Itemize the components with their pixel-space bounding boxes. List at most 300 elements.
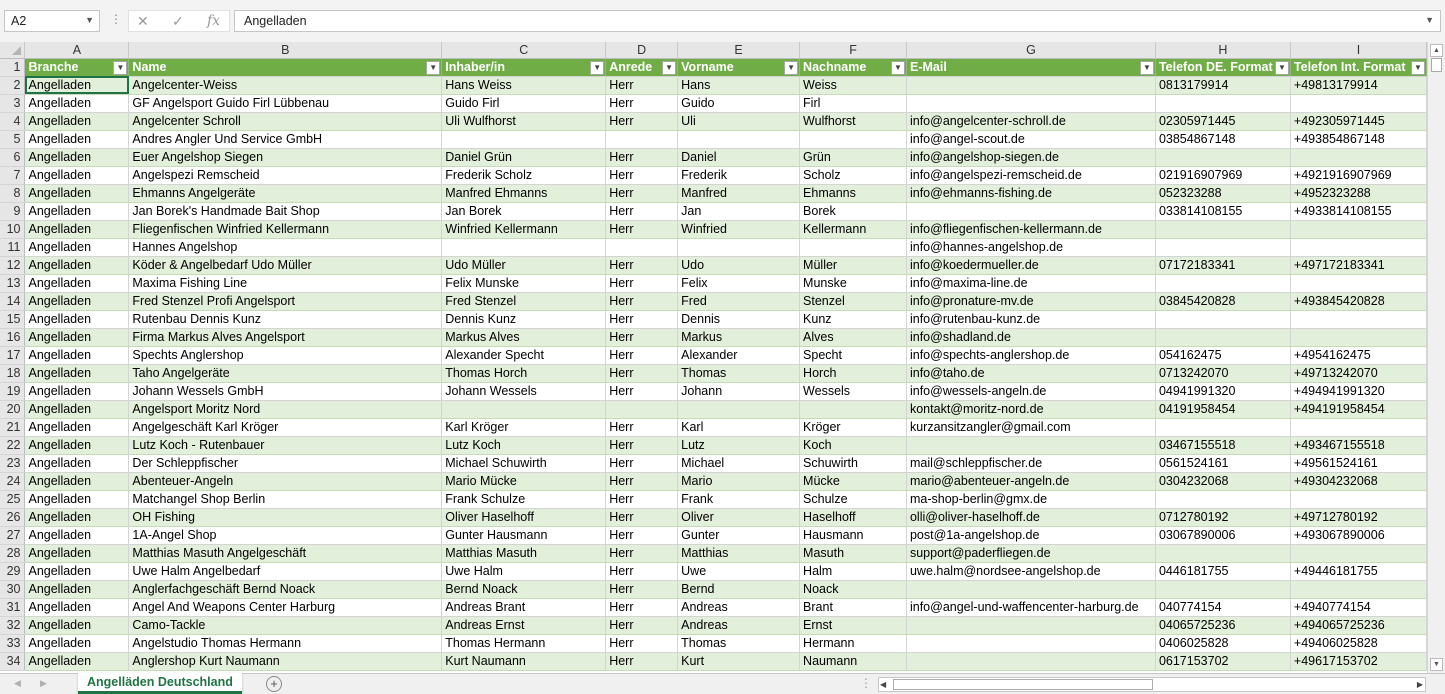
table-header-cell[interactable]: Telefon Int. Format ▼ <box>1290 58 1426 76</box>
cell-vorname[interactable]: Gunter <box>678 526 800 544</box>
cell-telefon-int[interactable]: +49617153702 <box>1290 652 1426 670</box>
row-header[interactable]: 30 <box>0 580 25 598</box>
cell-nachname[interactable]: Koch <box>800 436 907 454</box>
cell-anrede[interactable]: Herr <box>606 418 678 436</box>
cell-name[interactable]: Angelcenter Schroll <box>129 112 442 130</box>
cell-telefon-int[interactable]: +497172183341 <box>1290 256 1426 274</box>
cell-inhaber[interactable]: Bernd Noack <box>442 580 606 598</box>
cell-telefon-int[interactable]: +493854867148 <box>1290 130 1426 148</box>
cell-nachname[interactable]: Hermann <box>800 634 907 652</box>
cell-email[interactable] <box>906 76 1155 94</box>
cell-nachname[interactable]: Kellermann <box>800 220 907 238</box>
scroll-thumb[interactable] <box>893 679 1153 690</box>
cell-branche[interactable]: Angelladen <box>25 130 129 148</box>
cell-telefon-de[interactable]: 054162475 <box>1155 346 1290 364</box>
cell-telefon-int[interactable]: +494941991320 <box>1290 382 1426 400</box>
cell-vorname[interactable]: Johann <box>678 382 800 400</box>
cell-name[interactable]: Angelcenter-Weiss <box>129 76 442 94</box>
cell-branche[interactable]: Angelladen <box>25 292 129 310</box>
filter-dropdown-icon[interactable]: ▼ <box>113 61 127 75</box>
cell-name[interactable]: Angelgeschäft Karl Kröger <box>129 418 442 436</box>
cell-vorname[interactable]: Frederik <box>678 166 800 184</box>
cell-nachname[interactable]: Naumann <box>800 652 907 670</box>
cell-anrede[interactable]: Herr <box>606 184 678 202</box>
cell-vorname[interactable]: Thomas <box>678 634 800 652</box>
cell-inhaber[interactable]: Uwe Halm <box>442 562 606 580</box>
cell-name[interactable]: 1A-Angel Shop <box>129 526 442 544</box>
prev-sheet-icon[interactable]: ◀ <box>14 678 21 688</box>
cell-branche[interactable]: Angelladen <box>25 490 129 508</box>
cell-telefon-int[interactable]: +4933814108155 <box>1290 202 1426 220</box>
cell-email[interactable] <box>906 634 1155 652</box>
cell-name[interactable]: Lutz Koch - Rutenbauer <box>129 436 442 454</box>
cell-nachname[interactable]: Schuwirth <box>800 454 907 472</box>
horizontal-scrollbar[interactable] <box>878 677 1426 692</box>
table-header-cell[interactable]: E-Mail ▼ <box>906 58 1155 76</box>
cell-inhaber[interactable]: Johann Wessels <box>442 382 606 400</box>
cell-telefon-int[interactable]: +4954162475 <box>1290 346 1426 364</box>
cell-vorname[interactable]: Kurt <box>678 652 800 670</box>
cell-vorname[interactable]: Andreas <box>678 616 800 634</box>
cell-email[interactable]: kurzansitzangler@gmail.com <box>906 418 1155 436</box>
cell-name[interactable]: Matthias Masuth Angelgeschäft <box>129 544 442 562</box>
row-header[interactable]: 22 <box>0 436 25 454</box>
cell-vorname[interactable]: Bernd <box>678 580 800 598</box>
scroll-left-icon[interactable]: ◀ <box>880 680 887 689</box>
cell-vorname[interactable]: Oliver <box>678 508 800 526</box>
cell-telefon-int[interactable]: +49446181755 <box>1290 562 1426 580</box>
cell-nachname[interactable]: Scholz <box>800 166 907 184</box>
cell-inhaber[interactable]: Andreas Ernst <box>442 616 606 634</box>
cell-anrede[interactable]: Herr <box>606 454 678 472</box>
cell-name[interactable]: Angel And Weapons Center Harburg <box>129 598 442 616</box>
row-header[interactable]: 5 <box>0 130 25 148</box>
cell-anrede[interactable]: Herr <box>606 274 678 292</box>
cell-email[interactable]: info@angel-scout.de <box>906 130 1155 148</box>
cell-telefon-int[interactable]: +493845420828 <box>1290 292 1426 310</box>
cell-vorname[interactable]: Uwe <box>678 562 800 580</box>
cell-anrede[interactable]: Herr <box>606 382 678 400</box>
cell-name[interactable]: Uwe Halm Angelbedarf <box>129 562 442 580</box>
cell-telefon-int[interactable]: +49406025828 <box>1290 634 1426 652</box>
column-header[interactable]: H <box>1155 42 1290 58</box>
cell-nachname[interactable]: Specht <box>800 346 907 364</box>
cell-vorname[interactable]: Mario <box>678 472 800 490</box>
cell-nachname[interactable]: Brant <box>800 598 907 616</box>
cell-telefon-de[interactable]: 03467155518 <box>1155 436 1290 454</box>
cell-nachname[interactable]: Horch <box>800 364 907 382</box>
cell-nachname[interactable]: Noack <box>800 580 907 598</box>
cell-anrede[interactable]: Herr <box>606 346 678 364</box>
cell-inhaber[interactable] <box>442 238 606 256</box>
cell-vorname[interactable]: Manfred <box>678 184 800 202</box>
formula-input[interactable] <box>234 10 1441 32</box>
table-header-cell[interactable]: Branche ▼ <box>25 58 129 76</box>
cell-name[interactable]: Matchangel Shop Berlin <box>129 490 442 508</box>
cell-telefon-int[interactable] <box>1290 328 1426 346</box>
cell-inhaber[interactable]: Thomas Hermann <box>442 634 606 652</box>
cell-email[interactable]: ma-shop-berlin@gmx.de <box>906 490 1155 508</box>
cell-telefon-de[interactable]: 03845420828 <box>1155 292 1290 310</box>
cell-nachname[interactable]: Kröger <box>800 418 907 436</box>
row-header[interactable]: 17 <box>0 346 25 364</box>
filter-dropdown-icon[interactable]: ▼ <box>662 61 676 75</box>
cell-branche[interactable]: Angelladen <box>25 328 129 346</box>
cell-telefon-int[interactable] <box>1290 490 1426 508</box>
row-header[interactable]: 10 <box>0 220 25 238</box>
cell-telefon-de[interactable] <box>1155 274 1290 292</box>
cell-branche[interactable]: Angelladen <box>25 598 129 616</box>
cell-inhaber[interactable] <box>442 130 606 148</box>
cell-branche[interactable]: Angelladen <box>25 274 129 292</box>
cell-anrede[interactable]: Herr <box>606 166 678 184</box>
cell-nachname[interactable]: Ehmanns <box>800 184 907 202</box>
cell-email[interactable]: info@shadland.de <box>906 328 1155 346</box>
cell-anrede[interactable]: Herr <box>606 76 678 94</box>
row-header[interactable]: 21 <box>0 418 25 436</box>
cell-nachname[interactable]: Wulfhorst <box>800 112 907 130</box>
cell-telefon-de[interactable] <box>1155 328 1290 346</box>
cell-vorname[interactable]: Markus <box>678 328 800 346</box>
cell-telefon-int[interactable]: +49712780192 <box>1290 508 1426 526</box>
chevron-down-icon[interactable]: ▼ <box>85 15 94 25</box>
cell-email[interactable]: info@taho.de <box>906 364 1155 382</box>
row-header[interactable]: 13 <box>0 274 25 292</box>
cell-telefon-de[interactable]: 040774154 <box>1155 598 1290 616</box>
cell-nachname[interactable]: Kunz <box>800 310 907 328</box>
cell-anrede[interactable]: Herr <box>606 94 678 112</box>
cell-branche[interactable]: Angelladen <box>25 472 129 490</box>
cell-inhaber[interactable]: Frederik Scholz <box>442 166 606 184</box>
name-box[interactable] <box>4 10 100 32</box>
cell-branche[interactable]: Angelladen <box>25 580 129 598</box>
cell-inhaber[interactable]: Dennis Kunz <box>442 310 606 328</box>
cell-nachname[interactable]: Masuth <box>800 544 907 562</box>
cell-telefon-de[interactable]: 021916907969 <box>1155 166 1290 184</box>
cell-anrede[interactable] <box>606 400 678 418</box>
close-icon[interactable]: ✕ <box>137 13 149 29</box>
cell-branche[interactable]: Angelladen <box>25 202 129 220</box>
cell-telefon-de[interactable] <box>1155 220 1290 238</box>
filter-dropdown-icon[interactable]: ▼ <box>590 61 604 75</box>
cell-anrede[interactable] <box>606 238 678 256</box>
cell-vorname[interactable] <box>678 238 800 256</box>
cell-email[interactable]: info@rutenbau-kunz.de <box>906 310 1155 328</box>
cell-email[interactable] <box>906 94 1155 112</box>
row-header[interactable]: 26 <box>0 508 25 526</box>
cell-telefon-de[interactable]: 0406025828 <box>1155 634 1290 652</box>
cell-inhaber[interactable]: Felix Munske <box>442 274 606 292</box>
cell-telefon-int[interactable]: +493467155518 <box>1290 436 1426 454</box>
cell-branche[interactable]: Angelladen <box>25 400 129 418</box>
cell-name[interactable]: Angelstudio Thomas Hermann <box>129 634 442 652</box>
cell-vorname[interactable] <box>678 400 800 418</box>
row-header[interactable]: 31 <box>0 598 25 616</box>
cell-branche[interactable]: Angelladen <box>25 364 129 382</box>
cell-nachname[interactable]: Müller <box>800 256 907 274</box>
cell-vorname[interactable]: Andreas <box>678 598 800 616</box>
sheet-tab[interactable]: Angelläden Deutschland <box>78 673 242 694</box>
cell-telefon-int[interactable]: +4940774154 <box>1290 598 1426 616</box>
cell-vorname[interactable]: Udo <box>678 256 800 274</box>
cell-telefon-de[interactable]: 0617153702 <box>1155 652 1290 670</box>
cell-branche[interactable]: Angelladen <box>25 238 129 256</box>
cell-telefon-int[interactable]: +4952323288 <box>1290 184 1426 202</box>
cell-anrede[interactable]: Herr <box>606 256 678 274</box>
cell-anrede[interactable]: Herr <box>606 634 678 652</box>
cell-email[interactable]: info@ehmanns-fishing.de <box>906 184 1155 202</box>
cell-telefon-de[interactable] <box>1155 310 1290 328</box>
cell-telefon-int[interactable]: +4921916907969 <box>1290 166 1426 184</box>
cell-telefon-de[interactable]: 0813179914 <box>1155 76 1290 94</box>
table-header-cell[interactable]: Anrede ▼ <box>606 58 678 76</box>
cell-vorname[interactable]: Guido <box>678 94 800 112</box>
row-header[interactable]: 11 <box>0 238 25 256</box>
cell-nachname[interactable] <box>800 130 907 148</box>
cell-telefon-int[interactable] <box>1290 274 1426 292</box>
row-header[interactable]: 32 <box>0 616 25 634</box>
cell-telefon-de[interactable] <box>1155 580 1290 598</box>
cell-telefon-int[interactable]: +49813179914 <box>1290 76 1426 94</box>
cell-telefon-int[interactable] <box>1290 238 1426 256</box>
cell-vorname[interactable]: Matthias <box>678 544 800 562</box>
cell-branche[interactable]: Angelladen <box>25 526 129 544</box>
cell-branche[interactable]: Angelladen <box>25 256 129 274</box>
cell-nachname[interactable]: Weiss <box>800 76 907 94</box>
cell-email[interactable]: info@koedermueller.de <box>906 256 1155 274</box>
cell-name[interactable]: Spechts Anglershop <box>129 346 442 364</box>
cell-branche[interactable]: Angelladen <box>25 382 129 400</box>
row-header[interactable]: 28 <box>0 544 25 562</box>
cell-anrede[interactable]: Herr <box>606 562 678 580</box>
cell-branche[interactable]: Angelladen <box>25 94 129 112</box>
cell-telefon-de[interactable] <box>1155 148 1290 166</box>
cell-email[interactable] <box>906 202 1155 220</box>
cell-vorname[interactable]: Felix <box>678 274 800 292</box>
cell-vorname[interactable]: Hans <box>678 76 800 94</box>
cell-nachname[interactable]: Grün <box>800 148 907 166</box>
row-header[interactable]: 18 <box>0 364 25 382</box>
cell-anrede[interactable]: Herr <box>606 220 678 238</box>
row-header[interactable]: 3 <box>0 94 25 112</box>
cell-inhaber[interactable]: Frank Schulze <box>442 490 606 508</box>
cell-inhaber[interactable]: Mario Mücke <box>442 472 606 490</box>
cell-email[interactable]: uwe.halm@nordsee-angelshop.de <box>906 562 1155 580</box>
cell-nachname[interactable]: Haselhoff <box>800 508 907 526</box>
cell-telefon-de[interactable] <box>1155 94 1290 112</box>
cell-telefon-de[interactable]: 0712780192 <box>1155 508 1290 526</box>
cell-anrede[interactable]: Herr <box>606 598 678 616</box>
cell-vorname[interactable]: Karl <box>678 418 800 436</box>
cell-branche[interactable]: Angelladen <box>25 184 129 202</box>
cell-anrede[interactable]: Herr <box>606 292 678 310</box>
column-header[interactable]: B <box>129 42 442 58</box>
column-header[interactable]: A <box>25 42 129 58</box>
cell-anrede[interactable]: Herr <box>606 652 678 670</box>
row-header[interactable]: 12 <box>0 256 25 274</box>
cell-telefon-int[interactable] <box>1290 220 1426 238</box>
cell-vorname[interactable] <box>678 130 800 148</box>
scroll-up-icon[interactable]: ▲ <box>1430 44 1443 57</box>
cell-inhaber[interactable]: Fred Stenzel <box>442 292 606 310</box>
cell-anrede[interactable]: Herr <box>606 616 678 634</box>
table-header-cell[interactable]: Nachname ▼ <box>800 58 907 76</box>
cell-telefon-de[interactable]: 0446181755 <box>1155 562 1290 580</box>
table-header-cell[interactable]: Name ▼ <box>129 58 442 76</box>
cell-telefon-de[interactable]: 033814108155 <box>1155 202 1290 220</box>
function-icon[interactable]: fx <box>207 13 221 29</box>
column-header[interactable]: F <box>800 42 907 58</box>
cell-inhaber[interactable]: Matthias Masuth <box>442 544 606 562</box>
cell-email[interactable]: info@pronature-mv.de <box>906 292 1155 310</box>
cell-telefon-int[interactable] <box>1290 544 1426 562</box>
row-header[interactable]: 6 <box>0 148 25 166</box>
cell-telefon-int[interactable] <box>1290 580 1426 598</box>
cell-name[interactable]: Angelspezi Remscheid <box>129 166 442 184</box>
row-header[interactable]: 27 <box>0 526 25 544</box>
cell-telefon-de[interactable]: 0561524161 <box>1155 454 1290 472</box>
row-header[interactable]: 14 <box>0 292 25 310</box>
cell-nachname[interactable]: Ernst <box>800 616 907 634</box>
cell-anrede[interactable]: Herr <box>606 328 678 346</box>
cell-telefon-int[interactable]: +494191958454 <box>1290 400 1426 418</box>
cell-email[interactable]: info@wessels-angeln.de <box>906 382 1155 400</box>
cell-branche[interactable]: Angelladen <box>25 220 129 238</box>
cell-telefon-int[interactable]: +49561524161 <box>1290 454 1426 472</box>
cell-nachname[interactable]: Schulze <box>800 490 907 508</box>
column-header[interactable]: I <box>1290 42 1426 58</box>
cell-branche[interactable]: Angelladen <box>25 652 129 670</box>
cell-inhaber[interactable]: Udo Müller <box>442 256 606 274</box>
cell-name[interactable]: Fliegenfischen Winfried Kellermann <box>129 220 442 238</box>
cell-name[interactable]: Rutenbau Dennis Kunz <box>129 310 442 328</box>
filter-dropdown-icon[interactable]: ▼ <box>1411 61 1425 75</box>
cell-nachname[interactable]: Munske <box>800 274 907 292</box>
cell-telefon-de[interactable]: 03854867148 <box>1155 130 1290 148</box>
filter-dropdown-icon[interactable]: ▼ <box>1275 61 1289 75</box>
cell-nachname[interactable] <box>800 400 907 418</box>
column-header[interactable]: E <box>678 42 800 58</box>
cell-vorname[interactable]: Uli <box>678 112 800 130</box>
row-header[interactable]: 20 <box>0 400 25 418</box>
cell-branche[interactable]: Angelladen <box>25 76 129 94</box>
cell-telefon-de[interactable] <box>1155 544 1290 562</box>
cell-vorname[interactable]: Michael <box>678 454 800 472</box>
cell-anrede[interactable]: Herr <box>606 310 678 328</box>
cell-name[interactable]: Abenteuer-Angeln <box>129 472 442 490</box>
cell-telefon-de[interactable]: 04941991320 <box>1155 382 1290 400</box>
vertical-scrollbar[interactable] <box>1427 42 1445 673</box>
cell-telefon-de[interactable] <box>1155 490 1290 508</box>
cell-telefon-de[interactable]: 03067890006 <box>1155 526 1290 544</box>
cell-vorname[interactable]: Dennis <box>678 310 800 328</box>
cell-anrede[interactable]: Herr <box>606 112 678 130</box>
cell-name[interactable]: Der Schleppfischer <box>129 454 442 472</box>
cell-inhaber[interactable]: Jan Borek <box>442 202 606 220</box>
cell-branche[interactable]: Angelladen <box>25 634 129 652</box>
cell-telefon-int[interactable] <box>1290 418 1426 436</box>
cell-telefon-int[interactable] <box>1290 94 1426 112</box>
cell-name[interactable]: OH Fishing <box>129 508 442 526</box>
cell-inhaber[interactable]: Hans Weiss <box>442 76 606 94</box>
row-header[interactable]: 9 <box>0 202 25 220</box>
column-header[interactable]: D <box>606 42 678 58</box>
cell-email[interactable] <box>906 580 1155 598</box>
cell-inhaber[interactable]: Manfred Ehmanns <box>442 184 606 202</box>
cell-telefon-de[interactable]: 0304232068 <box>1155 472 1290 490</box>
cell-inhaber[interactable]: Lutz Koch <box>442 436 606 454</box>
cell-inhaber[interactable]: Oliver Haselhoff <box>442 508 606 526</box>
cell-telefon-int[interactable] <box>1290 148 1426 166</box>
cell-inhaber[interactable] <box>442 400 606 418</box>
cell-vorname[interactable]: Winfried <box>678 220 800 238</box>
cell-branche[interactable]: Angelladen <box>25 544 129 562</box>
cell-nachname[interactable]: Firl <box>800 94 907 112</box>
cell-telefon-int[interactable]: +492305971445 <box>1290 112 1426 130</box>
cell-email[interactable]: kontakt@moritz-nord.de <box>906 400 1155 418</box>
cell-branche[interactable]: Angelladen <box>25 112 129 130</box>
row-header[interactable]: 7 <box>0 166 25 184</box>
scroll-down-icon[interactable]: ▼ <box>1430 658 1443 671</box>
cell-branche[interactable]: Angelladen <box>25 418 129 436</box>
cell-email[interactable] <box>906 652 1155 670</box>
cell-branche[interactable]: Angelladen <box>25 346 129 364</box>
cell-nachname[interactable]: Mücke <box>800 472 907 490</box>
cell-vorname[interactable]: Thomas <box>678 364 800 382</box>
cell-nachname[interactable]: Borek <box>800 202 907 220</box>
scroll-thumb[interactable] <box>1431 58 1442 72</box>
cell-inhaber[interactable]: Winfried Kellermann <box>442 220 606 238</box>
cell-telefon-de[interactable]: 07172183341 <box>1155 256 1290 274</box>
cell-anrede[interactable]: Herr <box>606 490 678 508</box>
cell-anrede[interactable]: Herr <box>606 544 678 562</box>
row-header[interactable]: 15 <box>0 310 25 328</box>
cell-name[interactable]: Anglerfachgeschäft Bernd Noack <box>129 580 442 598</box>
cell-inhaber[interactable]: Uli Wulfhorst <box>442 112 606 130</box>
scroll-right-icon[interactable]: ▶ <box>1416 680 1423 689</box>
more-icon[interactable]: ⋮ <box>860 676 872 690</box>
row-header[interactable]: 4 <box>0 112 25 130</box>
cell-email[interactable]: info@angelcenter-schroll.de <box>906 112 1155 130</box>
filter-dropdown-icon[interactable]: ▼ <box>784 61 798 75</box>
cell-email[interactable]: info@angelspezi-remscheid.de <box>906 166 1155 184</box>
row-header[interactable]: 8 <box>0 184 25 202</box>
cell-name[interactable]: Camo-Tackle <box>129 616 442 634</box>
cell-email[interactable]: info@spechts-anglershop.de <box>906 346 1155 364</box>
row-header[interactable]: 25 <box>0 490 25 508</box>
cell-vorname[interactable]: Fred <box>678 292 800 310</box>
table-header-cell[interactable]: Telefon DE. Format ▼ <box>1155 58 1290 76</box>
cell-nachname[interactable]: Stenzel <box>800 292 907 310</box>
cell-telefon-int[interactable]: +49713242070 <box>1290 364 1426 382</box>
chevron-down-icon[interactable]: ▼ <box>1425 15 1434 25</box>
cell-telefon-int[interactable]: +494065725236 <box>1290 616 1426 634</box>
cell-anrede[interactable]: Herr <box>606 526 678 544</box>
cell-name[interactable]: Köder & Angelbedarf Udo Müller <box>129 256 442 274</box>
row-header[interactable]: 34 <box>0 652 25 670</box>
cell-inhaber[interactable]: Markus Alves <box>442 328 606 346</box>
cell-vorname[interactable]: Jan <box>678 202 800 220</box>
column-header[interactable]: G <box>906 42 1155 58</box>
row-header[interactable]: 2 <box>0 76 25 94</box>
cell-name[interactable]: Hannes Angelshop <box>129 238 442 256</box>
cell-inhaber[interactable]: Guido Firl <box>442 94 606 112</box>
cell-vorname[interactable]: Lutz <box>678 436 800 454</box>
cell-email[interactable] <box>906 616 1155 634</box>
cell-email[interactable]: info@fliegenfischen-kellermann.de <box>906 220 1155 238</box>
row-header[interactable]: 19 <box>0 382 25 400</box>
row-header[interactable]: 24 <box>0 472 25 490</box>
